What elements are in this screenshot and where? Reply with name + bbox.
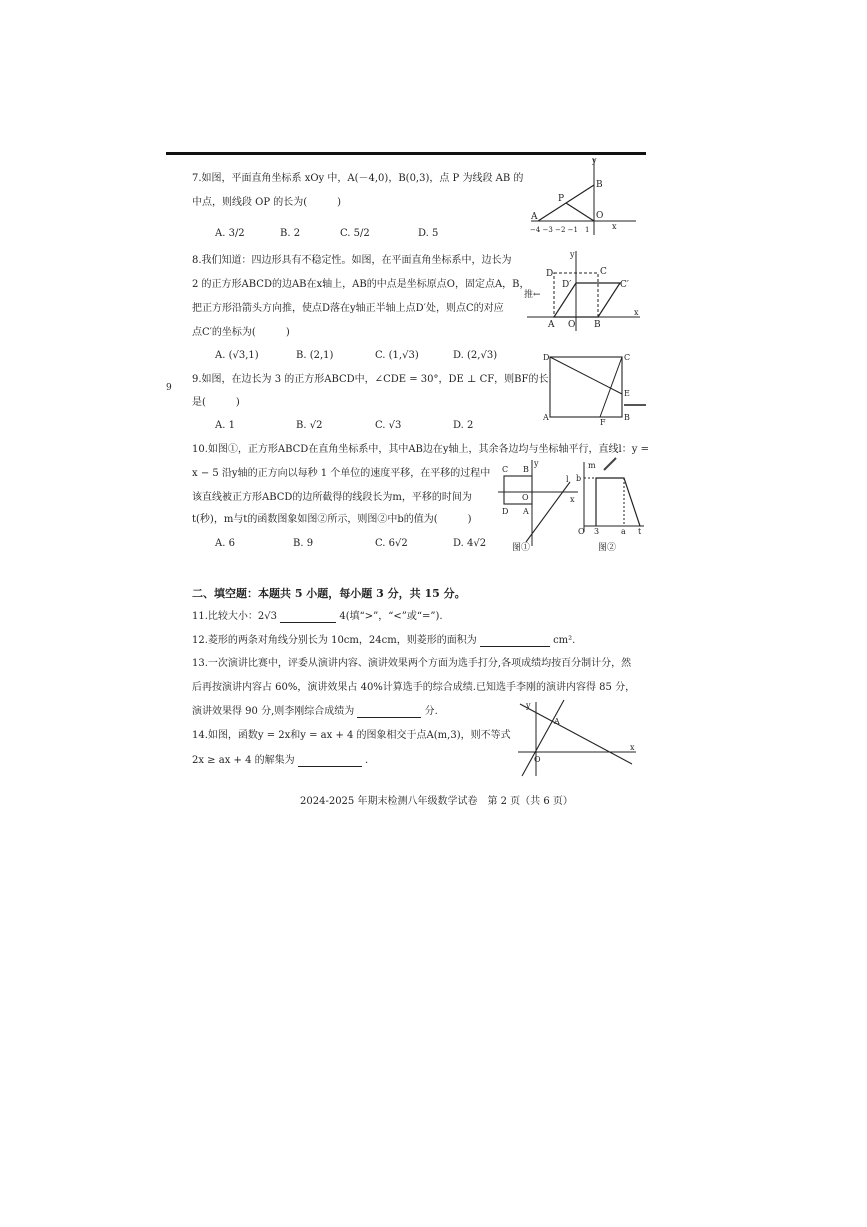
q8-label-b: B <box>594 320 601 330</box>
q8-label-c-prime: C′ <box>620 280 629 290</box>
q10-figure-2 <box>574 456 646 554</box>
q7-line2: 中点，则线段 OP 的长为( ) <box>192 197 342 208</box>
q12-text-post: cm². <box>553 635 576 646</box>
q10-fig1-label-y: y <box>534 459 539 468</box>
q11 <box>192 610 443 623</box>
q8-line4: 点C′的坐标为( ) <box>192 327 290 338</box>
q14-label-a: A <box>554 717 560 726</box>
q12-answer-blank[interactable] <box>480 636 550 647</box>
q10-fig2-caption: 图② <box>598 543 617 553</box>
q10-fig2-pen-mark <box>604 458 616 470</box>
page-footer: 2024-2025 年期末检测八年级数学试卷 第 2 页（共 6 页） <box>300 796 573 807</box>
q8-line1: 8.我们知道：四边形具有不稳定性。如图，在平面直角坐标系中，边长为 <box>192 255 512 266</box>
q10-option-b: B. 9 <box>293 538 314 549</box>
q12 <box>192 634 575 647</box>
q10-line4: t(秒)，m与t的函数图象如图②所示，则图②中b的值为( ) <box>192 514 472 525</box>
q13-line2: 后再按演讲内容占 60%，演讲效果占 40%计算选手的综合成绩.已知选手李刚的演讲内容得 85 分， <box>192 682 636 693</box>
q10-fig1-label-l: l <box>566 475 569 484</box>
q14-text-pre: 2x ≥ ax + 4 的解集为 <box>192 755 295 766</box>
q13-answer-blank[interactable] <box>357 707 421 718</box>
q10-fig1-label-c: C <box>502 465 509 474</box>
q10-fig2-label-b: b <box>576 474 582 483</box>
q9-segment-cf <box>600 357 622 417</box>
q14-label-y: y <box>526 701 531 710</box>
q7-figure <box>526 155 646 237</box>
q8-option-b: B. (2,1) <box>296 350 334 361</box>
q10-fig2-label-3: 3 <box>594 527 600 536</box>
q10-option-d: D. 4√2 <box>453 538 487 549</box>
q11-answer-blank[interactable] <box>280 612 336 623</box>
q8-line3: 把正方形沿箭头方向推，使点D落在y轴正半轴上点D′处，则点C的对应 <box>192 303 504 314</box>
q7-tick-labels: −4 −3 −2 −1 1 <box>530 226 590 234</box>
q14-label-o: O <box>534 755 541 764</box>
q9-line1: 9.如图，在边长为 3 的正方形ABCD中，∠CDE = 30°，DE ⊥ CF，则BF的长 <box>192 374 549 385</box>
q7-label-y: y <box>592 156 597 165</box>
q8-label-d-prime: D′ <box>562 280 572 290</box>
q14-label-x: x <box>630 743 635 752</box>
q14-text-post: . <box>365 755 369 766</box>
q9-option-b: B. √2 <box>296 420 323 431</box>
q10-fig2-label-m: m <box>588 461 596 470</box>
q10-fig1-caption: 图① <box>512 543 531 553</box>
q10-line-l <box>526 482 570 542</box>
q10-fig2-label-a: a <box>621 527 626 536</box>
q7-label-o: O <box>596 211 604 221</box>
q9-label-e: E <box>624 389 630 398</box>
q9-option-d: D. 2 <box>453 420 474 431</box>
q7-label-b: B <box>596 180 603 190</box>
q10-fig1-label-x: x <box>570 495 575 504</box>
q10-figure-1 <box>496 456 582 554</box>
q9-label-b: B <box>624 413 630 422</box>
q14-answer-blank[interactable] <box>298 756 362 767</box>
q10-option-c: C. 6√2 <box>375 538 408 549</box>
q9-label-d: D <box>543 353 550 362</box>
q8-label-d: D <box>546 269 554 279</box>
q10-line1: 10.如图①，正方形ABCD在直角坐标系中，其中AB边在y轴上，其余各边均与坐标轴平行，直线l：y = <box>192 444 649 455</box>
q8-option-c: C. (1,√3) <box>375 350 419 361</box>
margin-mark: 9 <box>166 383 172 393</box>
q9-line2: 是( ) <box>192 397 240 408</box>
q13-line3 <box>192 705 438 718</box>
q9-label-a: A <box>543 413 549 422</box>
q14-figure <box>514 698 640 778</box>
q11-text-post: 4(填“>”，“<”或“=”). <box>339 611 443 622</box>
q8-option-a: A. (√3,1) <box>215 350 259 361</box>
q8-label-a: A <box>548 320 555 330</box>
q7-line1: 7.如图，平面直角坐标系 xOy 中，A(－4,0)，B(0,3)，点 P 为线段 AB 的 <box>192 173 524 184</box>
q14-line-y-2x <box>522 700 564 776</box>
q13-line1: 13.一次演讲比赛中，评委从演讲内容、演讲效果两个方面为选手打分,各项成绩均按百分制计分，然 <box>192 658 632 669</box>
q8-label-y: y <box>570 250 575 259</box>
q13-text-post: 分. <box>424 706 438 717</box>
q7-segment-op <box>566 203 594 221</box>
q7-option-b: B. 2 <box>280 228 301 239</box>
q9-label-f: F <box>600 418 606 426</box>
q13-text-pre: 演讲效果得 90 分,则李刚综合成绩为 <box>192 706 355 717</box>
q8-push-arrow-label: 推← <box>524 290 541 300</box>
q7-label-p: P <box>558 194 565 204</box>
q14-line1: 14.如图，函数y = 2x和y = ax + 4 的图象相交于点A(m,3)，则不等式 <box>192 730 511 741</box>
q8-label-x: x <box>634 308 639 317</box>
q14-line2 <box>192 754 368 767</box>
q10-fig2-label-o: O <box>578 527 585 536</box>
q9-segment-de <box>550 357 622 394</box>
q11-text-pre: 11.比较大小：2√3 <box>192 611 277 622</box>
q7-option-d: D. 5 <box>418 228 439 239</box>
q9-label-c: C <box>624 353 631 362</box>
q10-fig1-label-d: D <box>502 507 509 516</box>
q12-text-pre: 12.菱形的两条对角线分别长为 10cm，24cm，则菱形的面积为 <box>192 635 477 646</box>
q10-option-a: A. 6 <box>215 538 235 549</box>
q10-fig1-label-b: B <box>523 465 529 474</box>
q9-option-a: A. 1 <box>215 420 235 431</box>
section-2-heading: 二、填空题：本题共 5 小题，每小题 3 分，共 15 分。 <box>192 587 466 600</box>
q8-option-d: D. (2,√3) <box>453 350 498 361</box>
q7-option-a: A. 3/2 <box>215 228 245 239</box>
q10-line2: x − 5 沿y轴的正方向以每秒 1 个单位的速度平移，在平移的过程中 <box>192 468 491 479</box>
q8-label-c: C <box>600 267 607 277</box>
q9-option-c: C. √3 <box>375 420 402 431</box>
q8-label-o: O <box>568 320 576 330</box>
q10-line3: 该直线被正方形ABCD的边所截得的线段长为m，平移的时间为 <box>192 492 472 503</box>
q10-graph-mt <box>596 478 640 526</box>
q10-fig1-label-a: A <box>523 507 529 516</box>
q10-fig1-label-o: O <box>522 493 529 502</box>
q9-figure <box>540 350 646 426</box>
q7-label-a: A <box>531 212 538 222</box>
q7-option-c: C. 5/2 <box>340 228 370 239</box>
q8-line2: 2 的正方形ABCD的边AB在x轴上，AB的中点是坐标原点O，固定点A，B， <box>192 279 530 290</box>
q10-fig2-label-t: t <box>638 527 642 536</box>
q7-label-x: x <box>612 222 617 231</box>
q8-figure <box>522 247 644 333</box>
